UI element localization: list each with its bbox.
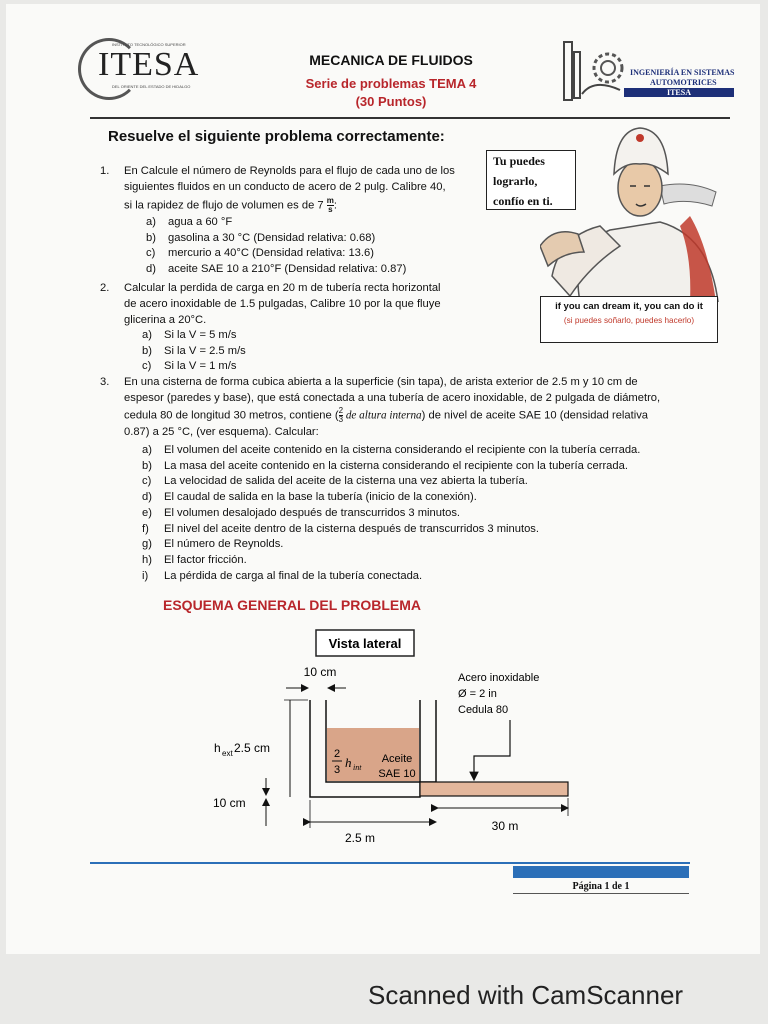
problem-text: 0.87) a 25 °C, (ver esquema). Calcular: <box>124 426 319 438</box>
item-key: b) <box>142 344 152 357</box>
item-key: a) <box>142 444 152 456</box>
unit-tail: : <box>333 199 337 212</box>
item-text: agua a 60 °F <box>168 216 233 228</box>
item-key: d) <box>146 262 156 275</box>
item-key: b) <box>146 231 156 244</box>
bubble-line: confío en ti. <box>493 194 553 208</box>
item-key: b) <box>142 459 152 472</box>
item-text: El nivel del aceite dentro de la cisterna después de transcurridos 3 minutos. <box>164 522 539 535</box>
pipe-diameter-label: Ø = 2 in <box>458 688 497 700</box>
logo-word: ITESA <box>98 46 200 83</box>
hext-subscript: ext <box>222 749 233 758</box>
item-text: El factor fricción. <box>164 553 247 566</box>
item-key: f) <box>142 522 149 535</box>
item-text: El volumen desalojado después de transcurridos 3 minutos. <box>164 506 461 519</box>
problem-text: espesor (paredes y base), que está conectada a una tubería de acero inoxidable, de 2 pulgada de diámetro, <box>124 392 661 404</box>
course-title: MECANICA DE FLUIDOS <box>309 52 473 68</box>
isa-bar <box>624 88 734 97</box>
width-label: 2.5 m <box>344 831 376 845</box>
problem-text-italic: de altura interna <box>343 409 422 422</box>
item-text: La velocidad de salida del aceite de la cisterna una vez abierta la tubería. <box>164 475 528 488</box>
problem-text-part: si la rapidez de flujo de volumen es de 7 <box>124 199 324 212</box>
view-label: Vista lateral <box>328 636 402 651</box>
item-key: i) <box>142 569 149 582</box>
item-text: gasolina a 30 °C (Densidad relativa: 0.68) <box>168 231 376 244</box>
problem-number: 1. <box>100 165 110 177</box>
item-key: c) <box>146 247 156 259</box>
bubble-line: lograrlo, <box>493 174 538 188</box>
oil-frac-den: 3 <box>333 764 341 776</box>
gear-icon <box>560 38 630 104</box>
oil-label-1: Aceite <box>381 753 413 765</box>
points-label: (30 Puntos) <box>355 94 427 109</box>
header-rule <box>90 117 730 119</box>
problem-text: En Calcule el número de Reynolds para el flujo de cada uno de los <box>124 165 455 177</box>
logo-tiny-bottom: DEL ORIENTE DEL ESTADO DE HIDALGO <box>112 84 191 89</box>
pipe-material-label: Acero inoxidable <box>458 672 540 684</box>
fraction-denominator: 3 <box>338 415 344 424</box>
fraction-numerator: 2 <box>338 406 344 415</box>
item-text: Si la V = 5 m/s <box>164 329 237 341</box>
schema-heading: ESQUEMA GENERAL DEL PROBLEMA <box>163 597 421 613</box>
item-text: El número de Reynolds. <box>164 538 284 551</box>
item-text: mercurio a 40°C (Densidad relativa: 13.6) <box>168 247 374 259</box>
item-text: La pérdida de carga al final de la tubería conectada. <box>164 569 423 582</box>
problem-text <box>124 197 337 214</box>
isa-logo <box>560 38 740 104</box>
isa-line2: AUTOMOTRICES <box>650 78 717 87</box>
item-key: c) <box>142 360 152 372</box>
item-key: g) <box>142 538 152 551</box>
problem-text: Calcular la perdida de carga en 20 m de tubería recta horizontal <box>124 282 441 294</box>
pipe <box>420 782 568 796</box>
item-key: c) <box>142 475 152 488</box>
cistern-diagram <box>0 620 768 850</box>
pipe-length-label: 30 m <box>491 819 519 833</box>
item-key: a) <box>146 216 156 228</box>
hint-subscript: int <box>353 763 362 772</box>
camscanner-watermark: Scanned with CamScanner <box>368 980 684 1010</box>
problem-text <box>124 407 648 424</box>
item-text: El volumen del aceite contenido en la cisterna considerando el recipiente con la tubería cerrada. <box>164 444 641 456</box>
unit-numerator: m <box>326 196 334 205</box>
footer-bar <box>513 866 689 878</box>
pipe-schedule-label: Cedula 80 <box>458 704 509 716</box>
hext-symbol: h <box>214 741 221 755</box>
isa-bar-text: ITESA <box>666 88 691 97</box>
footer-rule <box>90 862 690 864</box>
bubble-line: Tu puedes <box>493 154 545 168</box>
logo-tiny-top: INSTITUTO TECNOLÓGICO SUPERIOR <box>112 42 186 47</box>
base-dimension-label: 10 cm <box>213 796 246 810</box>
page-number: Página 1 de 1 <box>513 878 689 894</box>
item-text: aceite SAE 10 a 210°F (Densidad relativa: 0.87) <box>168 262 407 275</box>
oil-label-2: SAE 10 <box>378 768 416 780</box>
problem-text: de acero inoxidable de 1.5 pulgadas, Calibre 10 por la que fluye <box>124 298 441 310</box>
hint-symbol: h <box>345 755 352 770</box>
motto-translation: (si puedes soñarlo, puedes hacerlo) <box>563 316 695 325</box>
problem-text: siguientes fluidos en un conducto de acero de 2 pulg. Calibre 40, <box>124 181 446 193</box>
isa-line1: INGENIERÍA EN SISTEMAS <box>630 68 735 77</box>
motto-caption <box>540 296 718 343</box>
item-text: Si la V = 2.5 m/s <box>164 344 246 357</box>
instruction: Resuelve el siguiente problema correctamente: <box>108 128 445 145</box>
item-text: La masa del aceite contenido en la cisterna considerando el recipiente con la tubería cerrada. <box>164 459 628 472</box>
problem-number: 3. <box>100 376 110 388</box>
problem-text: En una cisterna de forma cubica abierta a la superficie (sin tapa), de arista exterior de 2.5 m y 10 cm de <box>124 376 638 388</box>
series-subtitle: Serie de problemas TEMA 4 <box>305 76 477 91</box>
item-text: El caudal de salida en la base la tubería (inicio de la conexión). <box>164 491 477 504</box>
oil-frac-num: 2 <box>333 748 341 760</box>
unit-fraction <box>327 197 334 214</box>
item-key: e) <box>142 506 152 519</box>
problem-text-part: ) de nivel de aceite SAE 10 (densidad relativa <box>421 409 649 422</box>
item-text: Si la V = 1 m/s <box>164 360 237 372</box>
problem-number: 2. <box>100 282 110 294</box>
speech-bubble <box>486 150 576 210</box>
item-key: d) <box>142 491 152 504</box>
item-key: h) <box>142 553 152 566</box>
problem-text-part: cedula 80 de longitud 30 metros, contiene ( <box>124 409 339 422</box>
hext-value: 2.5 cm <box>234 741 271 755</box>
callout-arrow <box>474 720 510 780</box>
wall-dimension-label: 10 cm <box>303 665 337 679</box>
item-key: a) <box>142 329 152 341</box>
unit-denominator: s <box>328 205 333 214</box>
problem-text: glicerina a 20°C. <box>124 314 207 326</box>
itesa-logo <box>78 38 226 96</box>
motto-text: if you can dream it, you can do it <box>555 301 703 312</box>
